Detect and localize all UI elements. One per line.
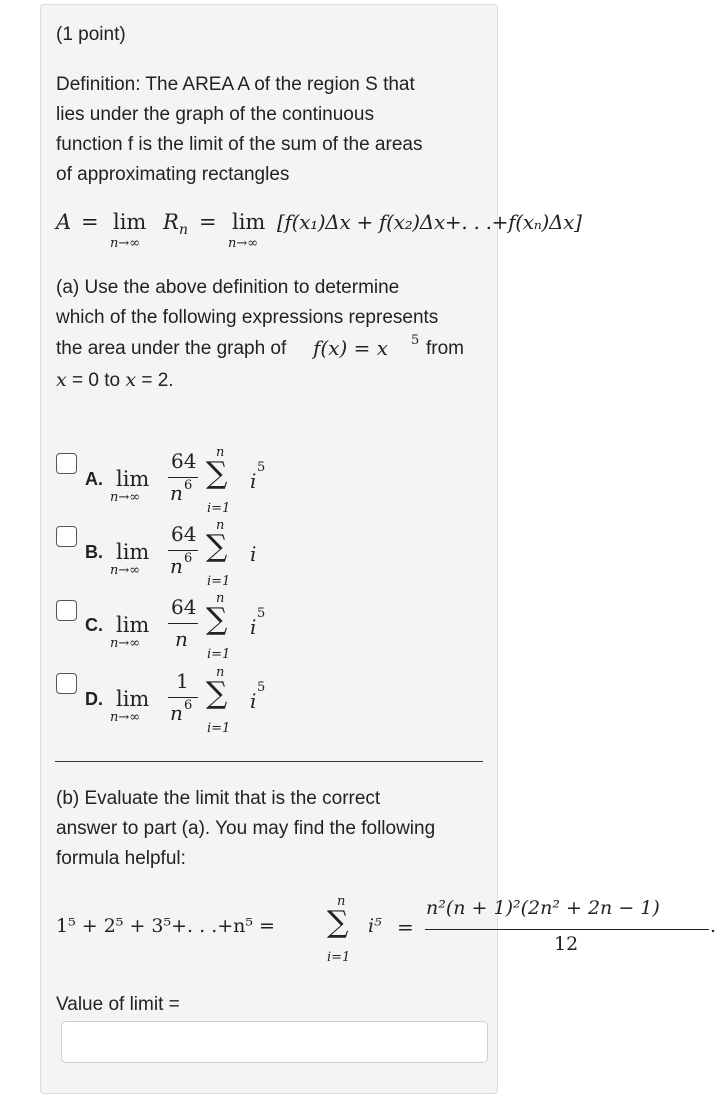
option-b-letter: B. — [85, 542, 103, 562]
power-sum-denominator: 12 — [554, 933, 579, 955]
option-c-checkbox[interactable] — [56, 600, 77, 621]
option-a-sum-top: n — [216, 445, 225, 460]
power-sum-eq: = — [397, 915, 414, 939]
part-a-line-1: (a) Use the above definition to determine — [56, 277, 400, 298]
part-b-line-3: formula helpful: — [56, 848, 186, 869]
option-d-sum-top: n — [216, 665, 225, 680]
option-a-sum-bottom: i=1 — [207, 501, 231, 516]
value-label: Value of limit = — [56, 994, 180, 1015]
power-sum-left: 1⁵ + 2⁵ + 3⁵+. . .+n⁵ = — [56, 915, 275, 937]
option-d-den-exp: 6 — [184, 698, 193, 713]
option-d-term-exp: 5 — [257, 680, 266, 695]
option-d-numerator: 1 — [176, 669, 189, 693]
option-d-lim-sub: n→∞ — [110, 710, 141, 725]
part-b-line-1: (b) Evaluate the limit that is the correct — [56, 788, 381, 809]
option-c-letter: C. — [85, 615, 103, 635]
option-a-lim: lim — [116, 467, 150, 491]
option-b-lim-sub: n→∞ — [110, 563, 141, 578]
option-a-sigma: ∑ — [206, 456, 228, 491]
part-a-from: from — [426, 338, 464, 359]
option-a-letter: A. — [85, 469, 103, 489]
option-a-term: i — [250, 469, 257, 493]
formula-eq-1: = — [81, 210, 99, 234]
power-sum-fraction-bar — [425, 929, 709, 930]
option-a-fraction-bar — [168, 477, 198, 478]
formula-lim-2: lim — [232, 210, 266, 234]
power-sum-sigma: ∑ — [327, 905, 349, 940]
option-d-sum-bottom: i=1 — [207, 721, 231, 736]
option-c-lim-sub: n→∞ — [110, 636, 141, 651]
option-b-sum-top: n — [216, 518, 225, 533]
option-c-sum-bottom: i=1 — [207, 647, 231, 662]
formula-R-sub: n — [179, 222, 189, 238]
option-a-lim-sub: n→∞ — [110, 490, 141, 505]
part-a-line-3: the area under the graph of — [56, 338, 287, 359]
formula-riemann-sum: [f(x₁)Δx + f(x₂)Δx+. . .+f(xₙ)Δx] — [277, 210, 582, 234]
option-b-term: i — [250, 542, 257, 566]
definition-line-2: lies under the graph of the continuous — [56, 104, 374, 125]
option-d-term: i — [250, 689, 257, 713]
definition-line-1: Definition: The AREA A of the region S that — [56, 74, 415, 95]
option-d-denominator: n — [170, 701, 183, 725]
formula-lim-1-sub: n→∞ — [110, 236, 141, 251]
option-b-fraction-bar — [168, 550, 198, 551]
option-c-fraction-bar — [168, 623, 198, 624]
option-b-den-exp: 6 — [184, 551, 193, 566]
power-sum-period: . — [710, 915, 717, 937]
section-divider — [55, 761, 483, 762]
option-c-term: i — [250, 615, 257, 639]
definition-line-4: of approximating rectangles — [56, 164, 290, 185]
power-sum-term: i⁵ — [368, 915, 382, 937]
option-c-sum-top: n — [216, 591, 225, 606]
formula-lim-1: lim — [113, 210, 147, 234]
option-d-sigma: ∑ — [206, 676, 228, 711]
points-label: (1 point) — [56, 24, 126, 45]
part-b-line-2: answer to part (a). You may find the following — [56, 818, 436, 839]
formula-lim-2-sub: n→∞ — [228, 236, 259, 251]
option-a-term-exp: 5 — [257, 460, 266, 475]
formula-eq-2: = — [199, 210, 217, 234]
part-a-range: x = 0 to x = 2. — [56, 369, 174, 391]
option-d-lim: lim — [116, 687, 150, 711]
part-a-function: f(x) = x — [313, 336, 389, 360]
part-a-line-2: which of the following expressions represents — [56, 307, 439, 328]
option-a-denominator: n — [170, 481, 183, 505]
option-b-sigma: ∑ — [206, 529, 228, 564]
power-sum-numerator: n²(n + 1)²(2n² + 2n − 1) — [426, 897, 660, 919]
option-b-numerator: 64 — [171, 522, 197, 546]
option-c-denominator: n — [175, 627, 188, 651]
definition-line-3: function f is the limit of the sum of the areas — [56, 134, 423, 155]
formula-R: R — [163, 210, 179, 234]
option-d-checkbox[interactable] — [56, 673, 77, 694]
option-d-fraction-bar — [168, 697, 198, 698]
option-c-term-exp: 5 — [257, 606, 266, 621]
option-a-den-exp: 6 — [184, 478, 193, 493]
power-sum-top: n — [337, 894, 346, 909]
option-c-sigma: ∑ — [206, 602, 228, 637]
value-input[interactable] — [61, 1021, 488, 1063]
option-b-lim: lim — [116, 540, 150, 564]
power-sum-bottom: i=1 — [327, 950, 351, 965]
option-c-numerator: 64 — [171, 595, 197, 619]
option-b-checkbox[interactable] — [56, 526, 77, 547]
option-a-numerator: 64 — [171, 449, 197, 473]
option-c-lim: lim — [116, 613, 150, 637]
part-a-function-exp: 5 — [411, 333, 420, 348]
option-b-denominator: n — [170, 554, 183, 578]
option-a-checkbox[interactable] — [56, 453, 77, 474]
formula-A: A — [56, 210, 72, 234]
option-b-sum-bottom: i=1 — [207, 574, 231, 589]
option-d-letter: D. — [85, 689, 103, 709]
